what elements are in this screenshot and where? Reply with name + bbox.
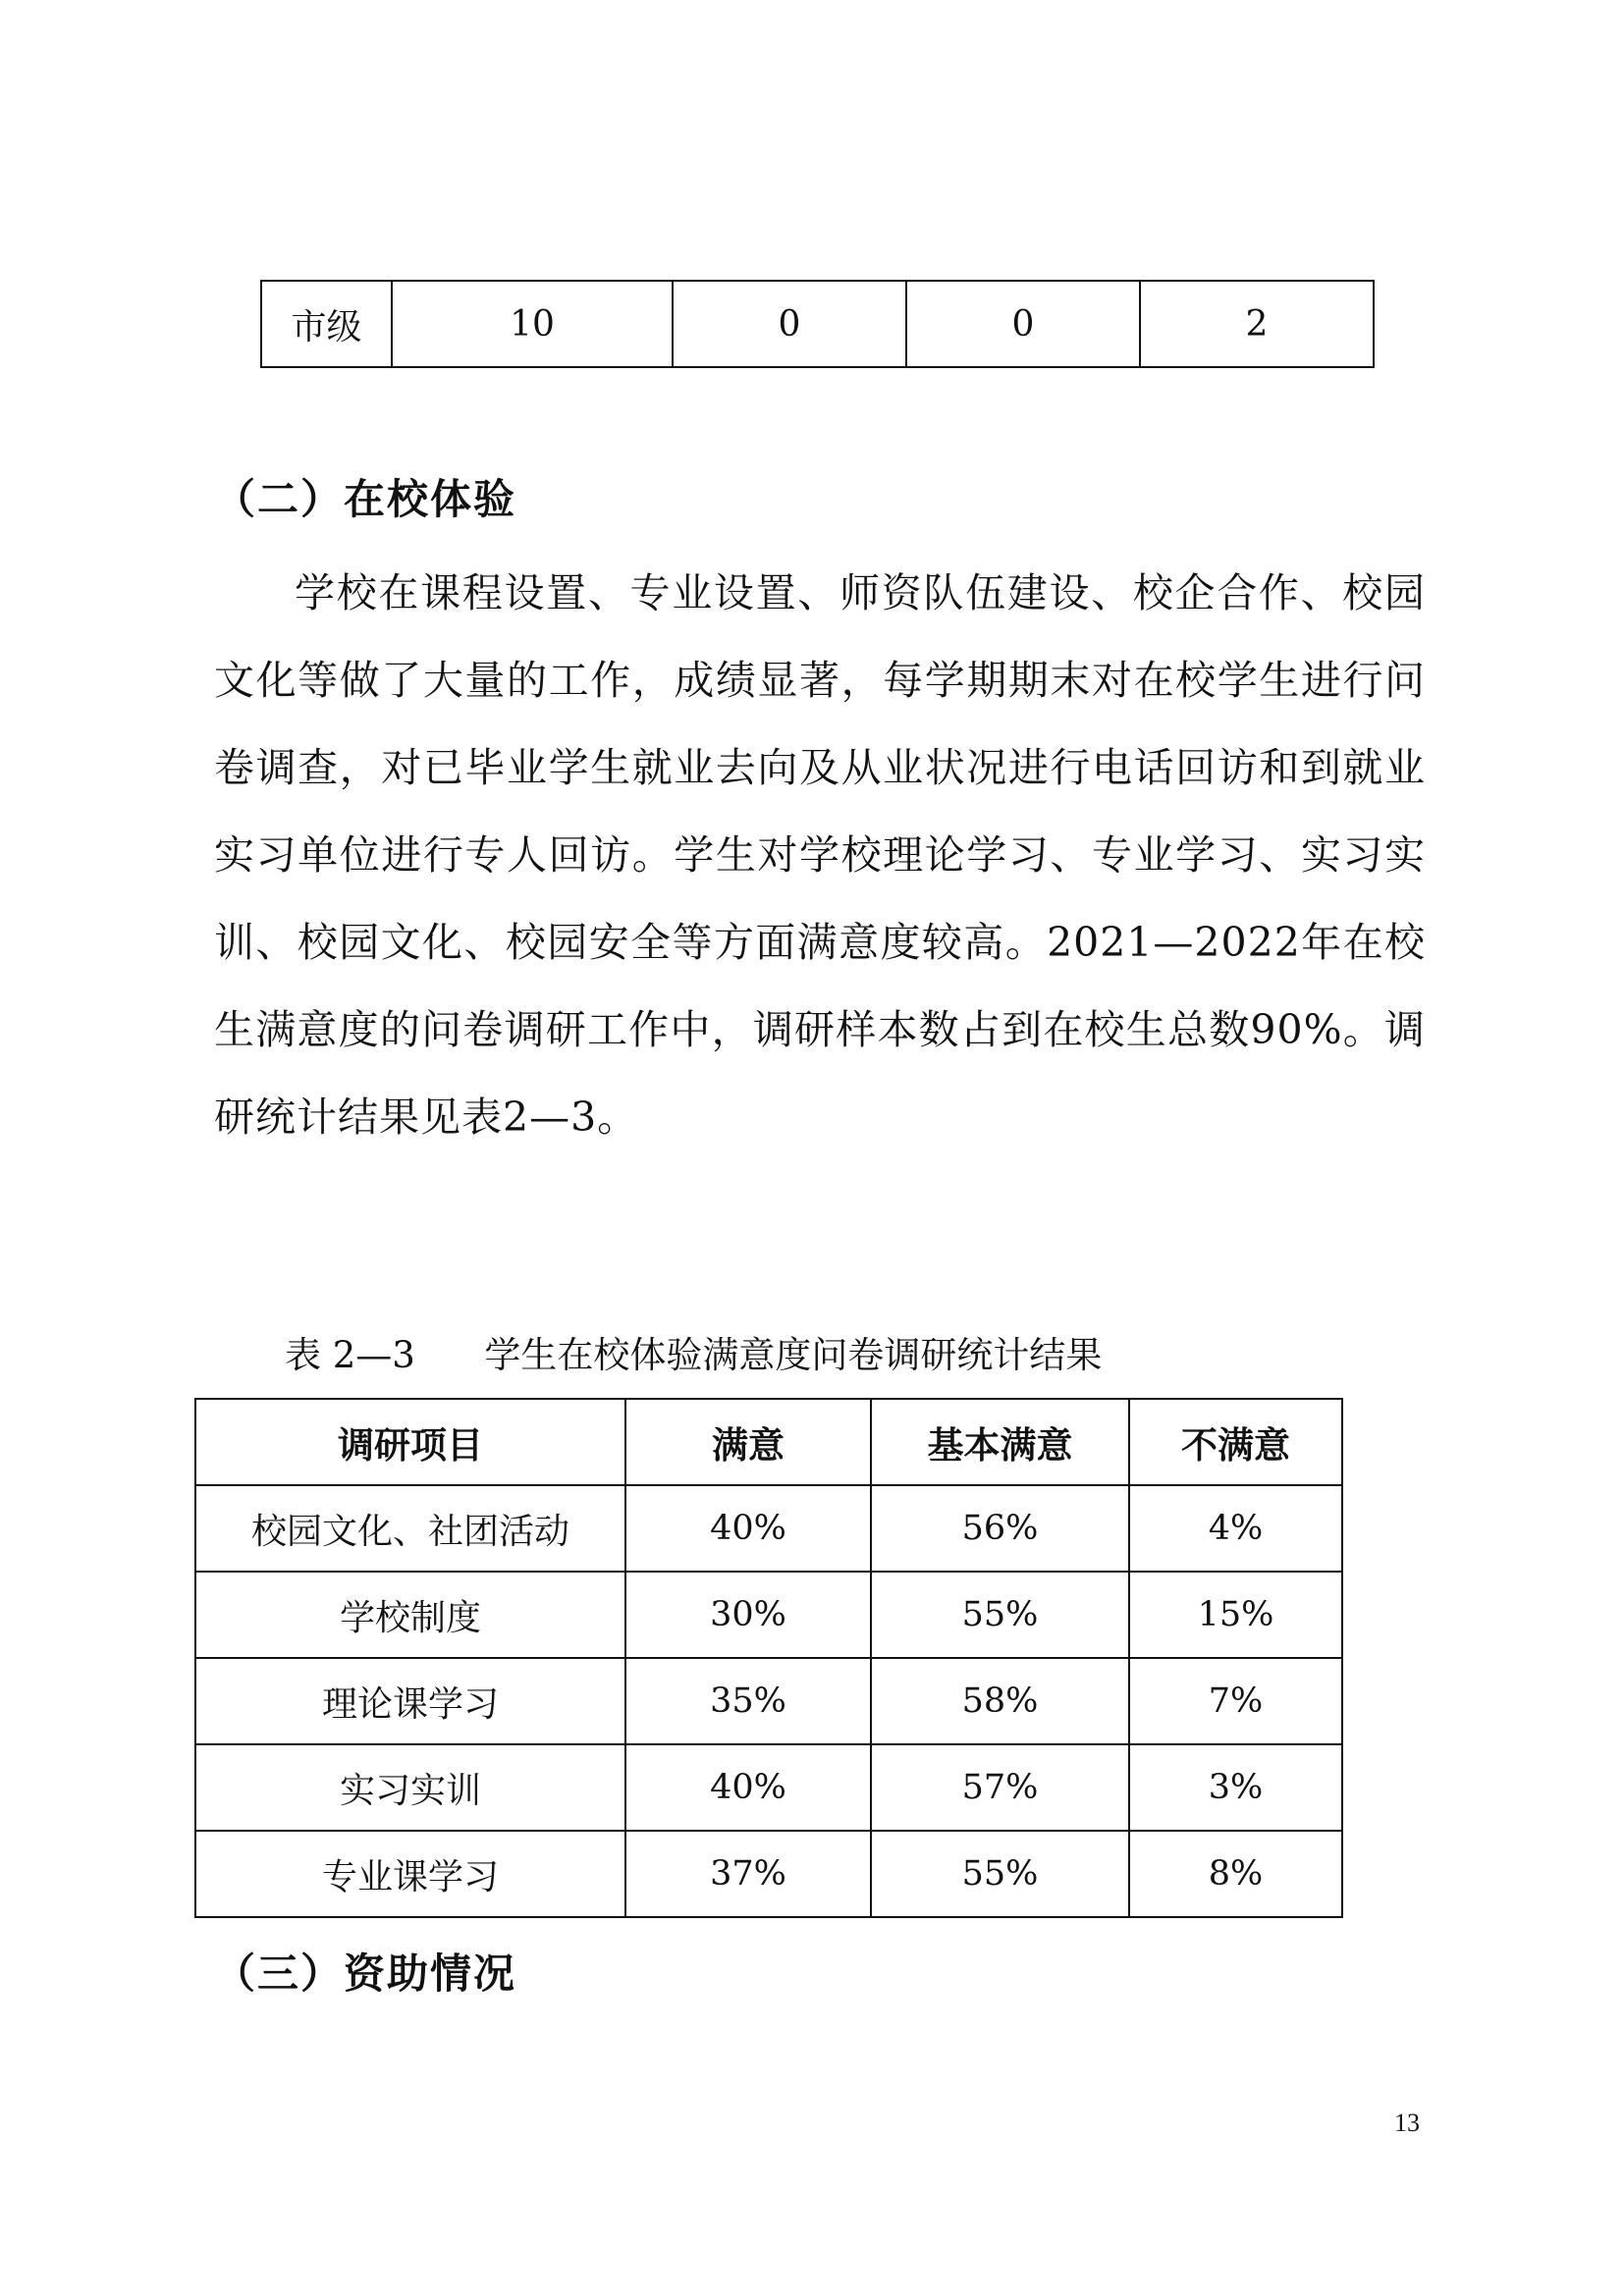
- table-caption: 表 2—3 学生在校体验满意度问卷调研统计结果: [285, 1334, 1103, 1376]
- table-row: [261, 281, 1374, 367]
- table-row: [195, 1744, 1342, 1831]
- table-cell: 10: [392, 281, 673, 367]
- table-row: [195, 1485, 1342, 1572]
- table-cell: 8%: [1129, 1831, 1342, 1917]
- table-cell: 35%: [625, 1658, 871, 1744]
- table-cell: 40%: [625, 1744, 871, 1831]
- table-cell: 校园文化、社团活动: [195, 1485, 625, 1572]
- column-header: 调研项目: [195, 1399, 625, 1485]
- table-cell: 37%: [625, 1831, 871, 1917]
- table-cell: 专业课学习: [195, 1831, 625, 1917]
- section-heading-financial-aid: （三）资助情况: [214, 1949, 517, 1998]
- table-cell: 30%: [625, 1572, 871, 1658]
- survey-table: [194, 1398, 1343, 1918]
- table-header-row: [195, 1399, 1342, 1485]
- table-cell: 40%: [625, 1485, 871, 1572]
- table-cell: 4%: [1129, 1485, 1342, 1572]
- column-header: 满意: [625, 1399, 871, 1485]
- column-header: 基本满意: [871, 1399, 1129, 1485]
- table-cell: 0: [673, 281, 906, 367]
- table-row: [195, 1572, 1342, 1658]
- table-cell: 理论课学习: [195, 1658, 625, 1744]
- column-header: 不满意: [1129, 1399, 1342, 1485]
- table-cell: 7%: [1129, 1658, 1342, 1744]
- table-cell: 57%: [871, 1744, 1129, 1831]
- table-cell: 2: [1140, 281, 1374, 367]
- table-cell: 学校制度: [195, 1572, 625, 1658]
- top-table: [260, 280, 1375, 368]
- table-cell: 0: [906, 281, 1140, 367]
- table-cell: 市级: [261, 281, 392, 367]
- table-cell: 3%: [1129, 1744, 1342, 1831]
- table-row: [195, 1831, 1342, 1917]
- body-paragraph: 学校在课程设置、专业设置、师资队伍建设、校企合作、校园文化等做了大量的工作，成绩显著，每学期期末对在校学生进行问卷调查，对已毕业学生就业去向及从业状况进行电话回访和到就业实习单位进行专人回访。学生对学校理论学习、专业学习、实习实训、校园文化、校园安全等方面满意度较高。2021—2022年在校生满意度的问卷调研工作中，调研样本数占到在校生总数90%。调研统计结果见表2—3。: [214, 569, 1426, 1141]
- table-cell: 55%: [871, 1831, 1129, 1917]
- table-cell: 实习实训: [195, 1744, 625, 1831]
- table-cell: 15%: [1129, 1572, 1342, 1658]
- table-cell: 55%: [871, 1572, 1129, 1658]
- table-row: [195, 1658, 1342, 1744]
- page-number: 13: [1394, 2109, 1420, 2137]
- table-cell: 56%: [871, 1485, 1129, 1572]
- section-heading-campus-experience: （二）在校体验: [214, 475, 517, 523]
- table-cell: 58%: [871, 1658, 1129, 1744]
